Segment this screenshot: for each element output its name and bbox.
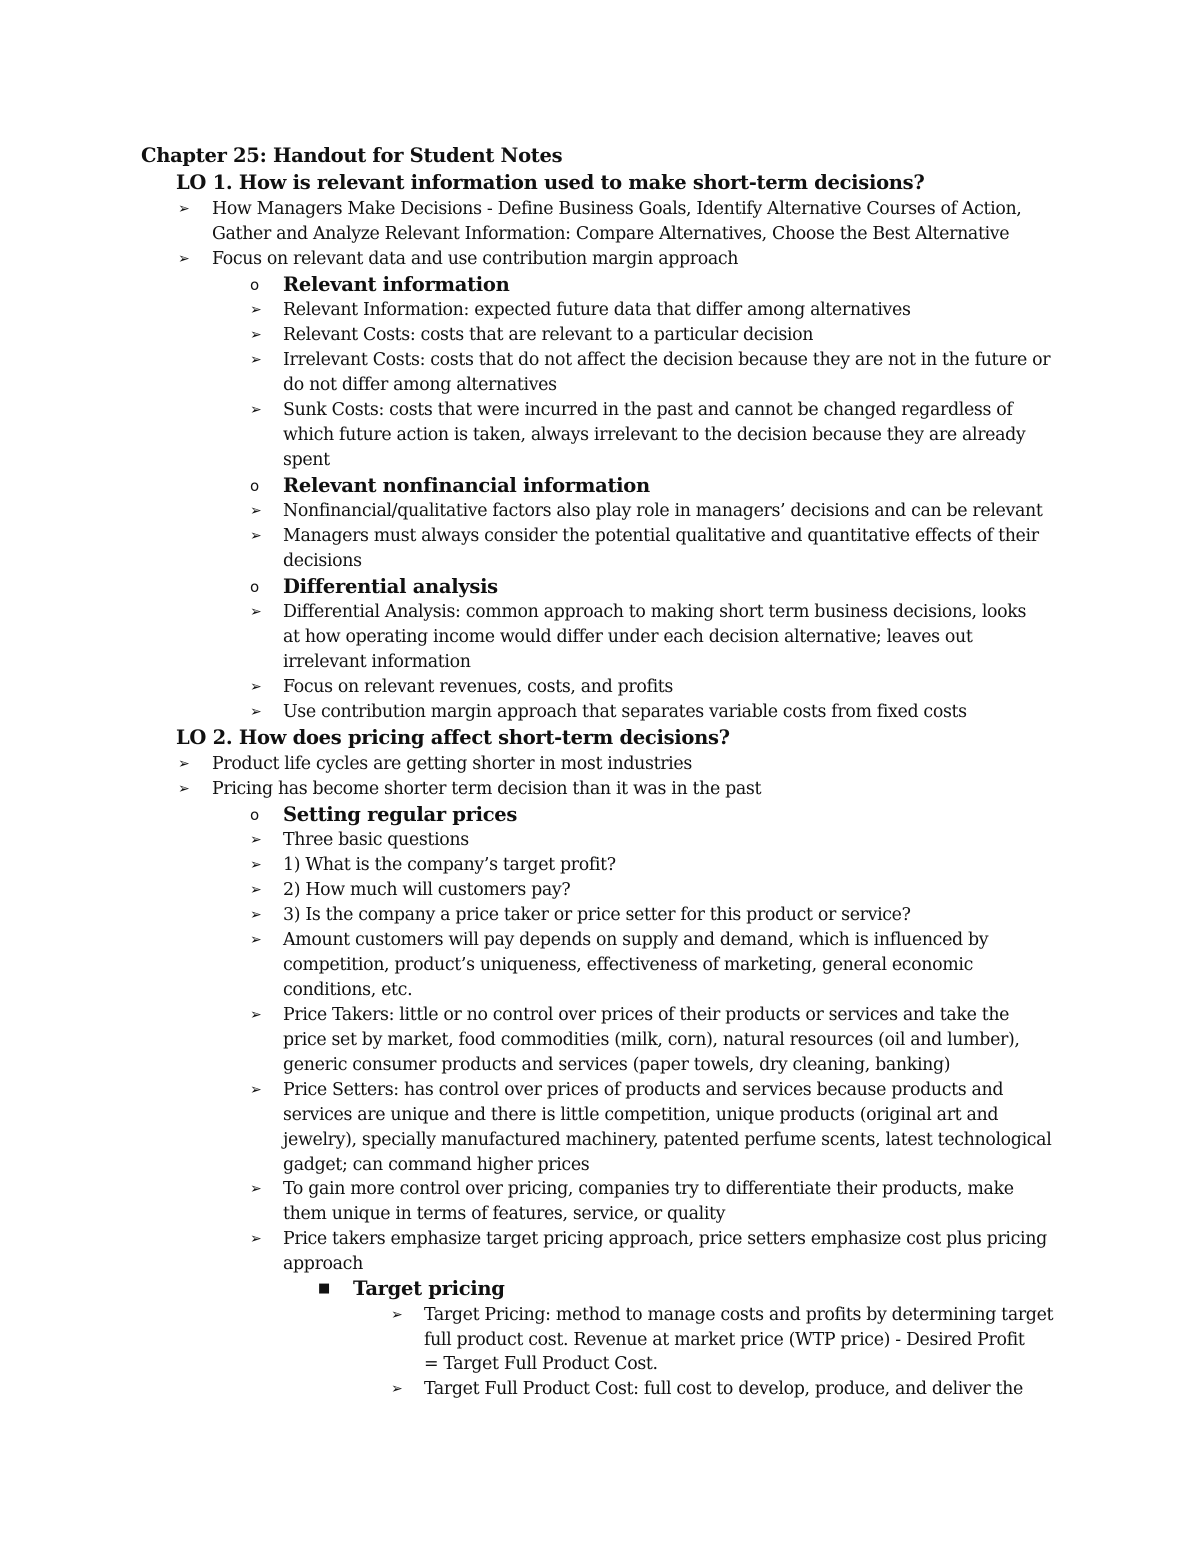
note-line-continued: at how operating income would differ under each decision alternative; leaves out bbox=[283, 627, 973, 647]
note-line-continued: which future action is taken, always irrelevant to the decision because they are already bbox=[283, 425, 1026, 445]
arrow-bullet-icon: ➢ bbox=[250, 352, 262, 368]
note-line-continued: full product cost. Revenue at market price (WTP price) - Desired Profit bbox=[424, 1330, 1025, 1350]
note-line-continued: them unique in terms of features, service, or quality bbox=[283, 1204, 726, 1224]
note-line-continued: approach bbox=[283, 1254, 363, 1274]
note-line: Managers must always consider the potential qualitative and quantitative effects of their bbox=[283, 526, 1039, 546]
circle-bullet-icon: o bbox=[250, 477, 260, 495]
lo2-item: Product life cycles are getting shorter in most industries bbox=[212, 754, 692, 774]
lo2-heading: LO 2. How does pricing affect short-term decisions? bbox=[176, 726, 730, 749]
lo1-item-continued: Gather and Analyze Relevant Information: Compare Alternatives, Choose the Best Alternative bbox=[212, 224, 1010, 244]
lo1-heading: LO 1. How is relevant information used to make short-term decisions? bbox=[176, 171, 925, 194]
note-line-continued: do not differ among alternatives bbox=[283, 375, 557, 395]
note-line-continued: = Target Full Product Cost. bbox=[424, 1354, 658, 1374]
note-line-continued: decisions bbox=[283, 551, 362, 571]
note-line: Use contribution margin approach that separates variable costs from fixed costs bbox=[283, 702, 967, 722]
arrow-bullet-icon: ➢ bbox=[250, 857, 262, 873]
note-line-continued: irrelevant information bbox=[283, 652, 471, 672]
circle-bullet-icon: o bbox=[250, 276, 260, 294]
lo1-item: Focus on relevant data and use contribution margin approach bbox=[212, 249, 739, 269]
note-line: Three basic questions bbox=[283, 830, 469, 850]
square-bullet-icon: ■ bbox=[318, 1281, 331, 1296]
note-line: Irrelevant Costs: costs that do not affect the decision because they are not in the future or bbox=[283, 350, 1051, 370]
lo2-item: Pricing has become shorter term decision than it was in the past bbox=[212, 779, 762, 799]
arrow-bullet-icon: ➢ bbox=[391, 1381, 403, 1397]
circle-bullet-icon: o bbox=[250, 578, 260, 596]
arrow-bullet-icon: ➢ bbox=[250, 402, 262, 418]
note-line-continued: conditions, etc. bbox=[283, 980, 413, 1000]
arrow-bullet-icon: ➢ bbox=[250, 503, 262, 519]
note-line: Sunk Costs: costs that were incurred in the past and cannot be changed regardless of bbox=[283, 400, 1013, 420]
arrow-bullet-icon: ➢ bbox=[250, 679, 262, 695]
note-line: To gain more control over pricing, companies try to differentiate their products, make bbox=[283, 1179, 1014, 1199]
arrow-bullet-icon: ➢ bbox=[250, 704, 262, 720]
note-line-continued: generic consumer products and services (paper towels, dry cleaning, banking) bbox=[283, 1055, 951, 1075]
arrow-bullet-icon: ➢ bbox=[250, 832, 262, 848]
section-heading-relevant-nonfinancial: Relevant nonfinancial information bbox=[283, 474, 650, 497]
arrow-bullet-icon: ➢ bbox=[250, 932, 262, 948]
arrow-bullet-icon: ➢ bbox=[250, 1007, 262, 1023]
arrow-bullet-icon: ➢ bbox=[250, 302, 262, 318]
note-line: Differential Analysis: common approach to making short term business decisions, looks bbox=[283, 602, 1027, 622]
note-line: Price Takers: little or no control over prices of their products or services and take the bbox=[283, 1005, 1010, 1025]
note-line-continued: competition, product’s uniqueness, effectiveness of marketing, general economic bbox=[283, 955, 974, 975]
circle-bullet-icon: o bbox=[250, 806, 260, 824]
note-line: Price Setters: has control over prices of products and services because products and bbox=[283, 1080, 1004, 1100]
arrow-bullet-icon: ➢ bbox=[178, 201, 190, 217]
arrow-bullet-icon: ➢ bbox=[250, 907, 262, 923]
arrow-bullet-icon: ➢ bbox=[178, 781, 190, 797]
document-title: Chapter 25: Handout for Student Notes bbox=[141, 144, 563, 167]
section-heading-relevant-information: Relevant information bbox=[283, 273, 510, 296]
note-line-continued: services are unique and there is little competition, unique products (original art and bbox=[283, 1105, 999, 1125]
arrow-bullet-icon: ➢ bbox=[250, 882, 262, 898]
note-line: Nonfinancial/qualitative factors also play role in managers’ decisions and can be relevant bbox=[283, 501, 1043, 521]
arrow-bullet-icon: ➢ bbox=[250, 1181, 262, 1197]
note-line: Relevant Costs: costs that are relevant to a particular decision bbox=[283, 325, 814, 345]
section-heading-setting-regular-prices: Setting regular prices bbox=[283, 803, 518, 826]
lo1-item: How Managers Make Decisions - Define Business Goals, Identify Alternative Courses of Action, bbox=[212, 199, 1022, 219]
arrow-bullet-icon: ➢ bbox=[250, 528, 262, 544]
note-line: Focus on relevant revenues, costs, and profits bbox=[283, 677, 673, 697]
note-line-continued: spent bbox=[283, 450, 330, 470]
note-line: 2) How much will customers pay? bbox=[283, 880, 571, 900]
arrow-bullet-icon: ➢ bbox=[178, 251, 190, 267]
section-heading-differential-analysis: Differential analysis bbox=[283, 575, 498, 598]
note-line: Relevant Information: expected future data that differ among alternatives bbox=[283, 300, 911, 320]
note-line-continued: gadget; can command higher prices bbox=[283, 1155, 590, 1175]
note-line-continued: jewelry), specially manufactured machinery, patented perfume scents, latest technological bbox=[283, 1130, 1052, 1150]
arrow-bullet-icon: ➢ bbox=[391, 1307, 403, 1323]
note-line: Target Full Product Cost: full cost to develop, produce, and deliver the bbox=[424, 1379, 1023, 1399]
note-line: 3) Is the company a price taker or price setter for this product or service? bbox=[283, 905, 911, 925]
note-line: Price takers emphasize target pricing approach, price setters emphasize cost plus pricing bbox=[283, 1229, 1047, 1249]
arrow-bullet-icon: ➢ bbox=[250, 327, 262, 343]
note-line: Target Pricing: method to manage costs and profits by determining target bbox=[424, 1305, 1054, 1325]
arrow-bullet-icon: ➢ bbox=[250, 1231, 262, 1247]
arrow-bullet-icon: ➢ bbox=[178, 756, 190, 772]
note-line-continued: price set by market, food commodities (milk, corn), natural resources (oil and lumber), bbox=[283, 1030, 1020, 1050]
arrow-bullet-icon: ➢ bbox=[250, 604, 262, 620]
note-line: 1) What is the company’s target profit? bbox=[283, 855, 616, 875]
arrow-bullet-icon: ➢ bbox=[250, 1082, 262, 1098]
note-line: Amount customers will pay depends on supply and demand, which is influenced by bbox=[283, 930, 989, 950]
section-heading-target-pricing: Target pricing bbox=[353, 1277, 505, 1300]
